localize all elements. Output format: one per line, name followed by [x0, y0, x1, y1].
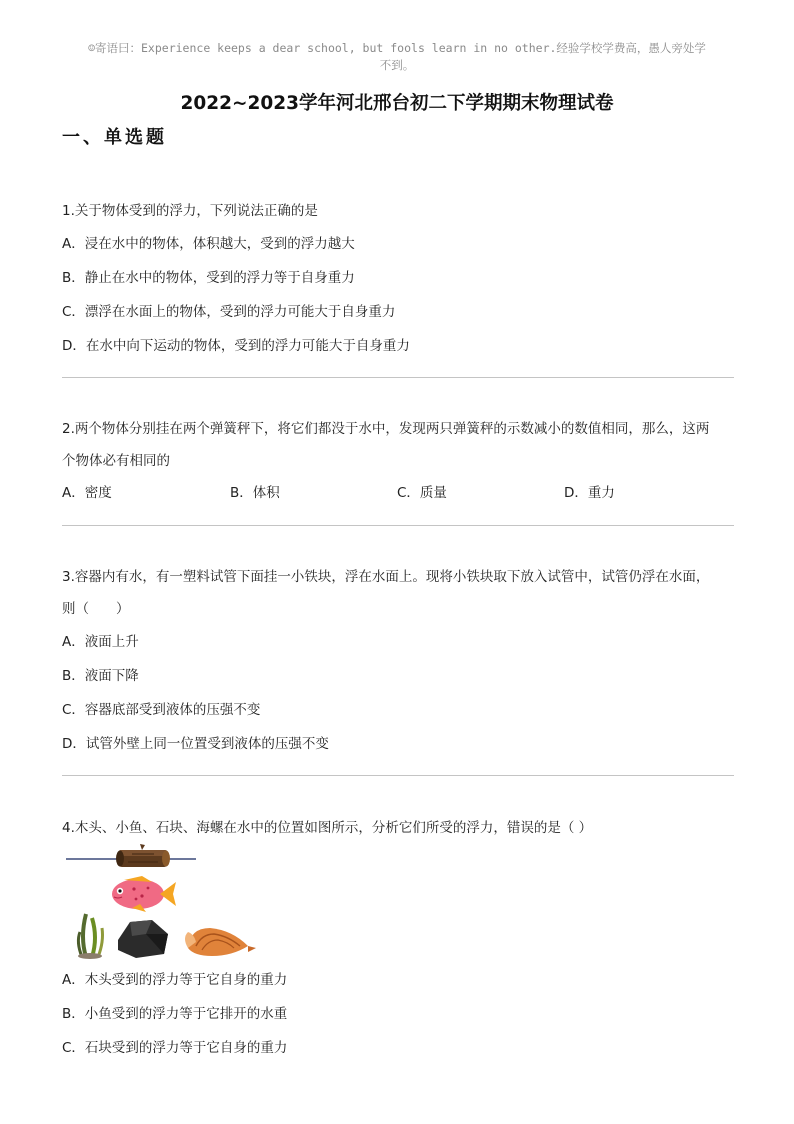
section-title: 一、单选题 — [62, 127, 167, 148]
question-4-stem: 4.木头、小鱼、石块、海螺在水中的位置如图所示，分析它们所受的浮力，错误的是（ ） — [62, 820, 593, 836]
question-4-figure — [62, 842, 262, 960]
water-plant-icon — [78, 914, 103, 959]
question-2-option-c: C．质量 — [397, 485, 447, 501]
stone-icon — [118, 920, 168, 958]
question-2-option-a: A．密度 — [62, 485, 112, 501]
wood-log-icon — [116, 844, 170, 867]
question-3-option-a: A．液面上升 — [62, 634, 139, 650]
paper-title: 2022~2023学年河北邢台初二下学期期末物理试卷 — [180, 93, 614, 114]
question-1-option-c: C．漂浮在水面上的物体，受到的浮力可能大于自身重力 — [62, 304, 396, 320]
divider — [62, 377, 734, 378]
divider — [62, 525, 734, 526]
question-3-option-c: C．容器底部受到液体的压强不变 — [62, 702, 261, 718]
question-1-option-a: A．浸在水中的物体，体积越大，受到的浮力越大 — [62, 236, 355, 252]
question-3-option-d: D．试管外壁上同一位置受到液体的压强不变 — [62, 736, 329, 752]
question-2-option-b: B．体积 — [230, 485, 280, 501]
question-2-stem-line-1: 2.两个物体分别挂在两个弹簧秤下，将它们都没于水中，发现两只弹簧秤的示数减小的数值相同，那么，这两 — [62, 421, 710, 437]
question-1-option-b: B．静止在水中的物体，受到的浮力等于自身重力 — [62, 270, 355, 286]
header-quote — [40, 40, 754, 74]
question-2-option-d: D．重力 — [564, 485, 615, 501]
divider — [62, 775, 734, 776]
question-1-option-d: D．在水中向下运动的物体，受到的浮力可能大于自身重力 — [62, 338, 410, 354]
question-2-stem-line-2: 个物体必有相同的 — [62, 453, 170, 469]
question-4-option-a: A．木头受到的浮力等于它自身的重力 — [62, 972, 288, 988]
question-3-stem-line-1: 3.容器内有水，有一塑料试管下面挂一小铁块，浮在水面上。现将小铁块取下放入试管中，试管仍浮在水面， — [62, 569, 710, 585]
fish-icon — [112, 876, 176, 912]
question-4-option-b: B．小鱼受到的浮力等于它排开的水重 — [62, 1006, 288, 1022]
header-quote-line-1: ☺寄语曰：Experience keeps a dear school, but fools learn in no other.经验学校学费高，愚人旁处学 — [88, 41, 706, 55]
question-3-option-b: B．液面下降 — [62, 668, 139, 684]
question-4-option-c: C．石块受到的浮力等于它自身的重力 — [62, 1040, 288, 1056]
conch-shell-icon — [185, 928, 256, 956]
header-quote-line-2: 不到。 — [379, 58, 415, 72]
question-1-stem: 1.关于物体受到的浮力，下列说法正确的是 — [62, 203, 318, 219]
question-3-stem-line-2: 则（ ） — [62, 601, 130, 617]
